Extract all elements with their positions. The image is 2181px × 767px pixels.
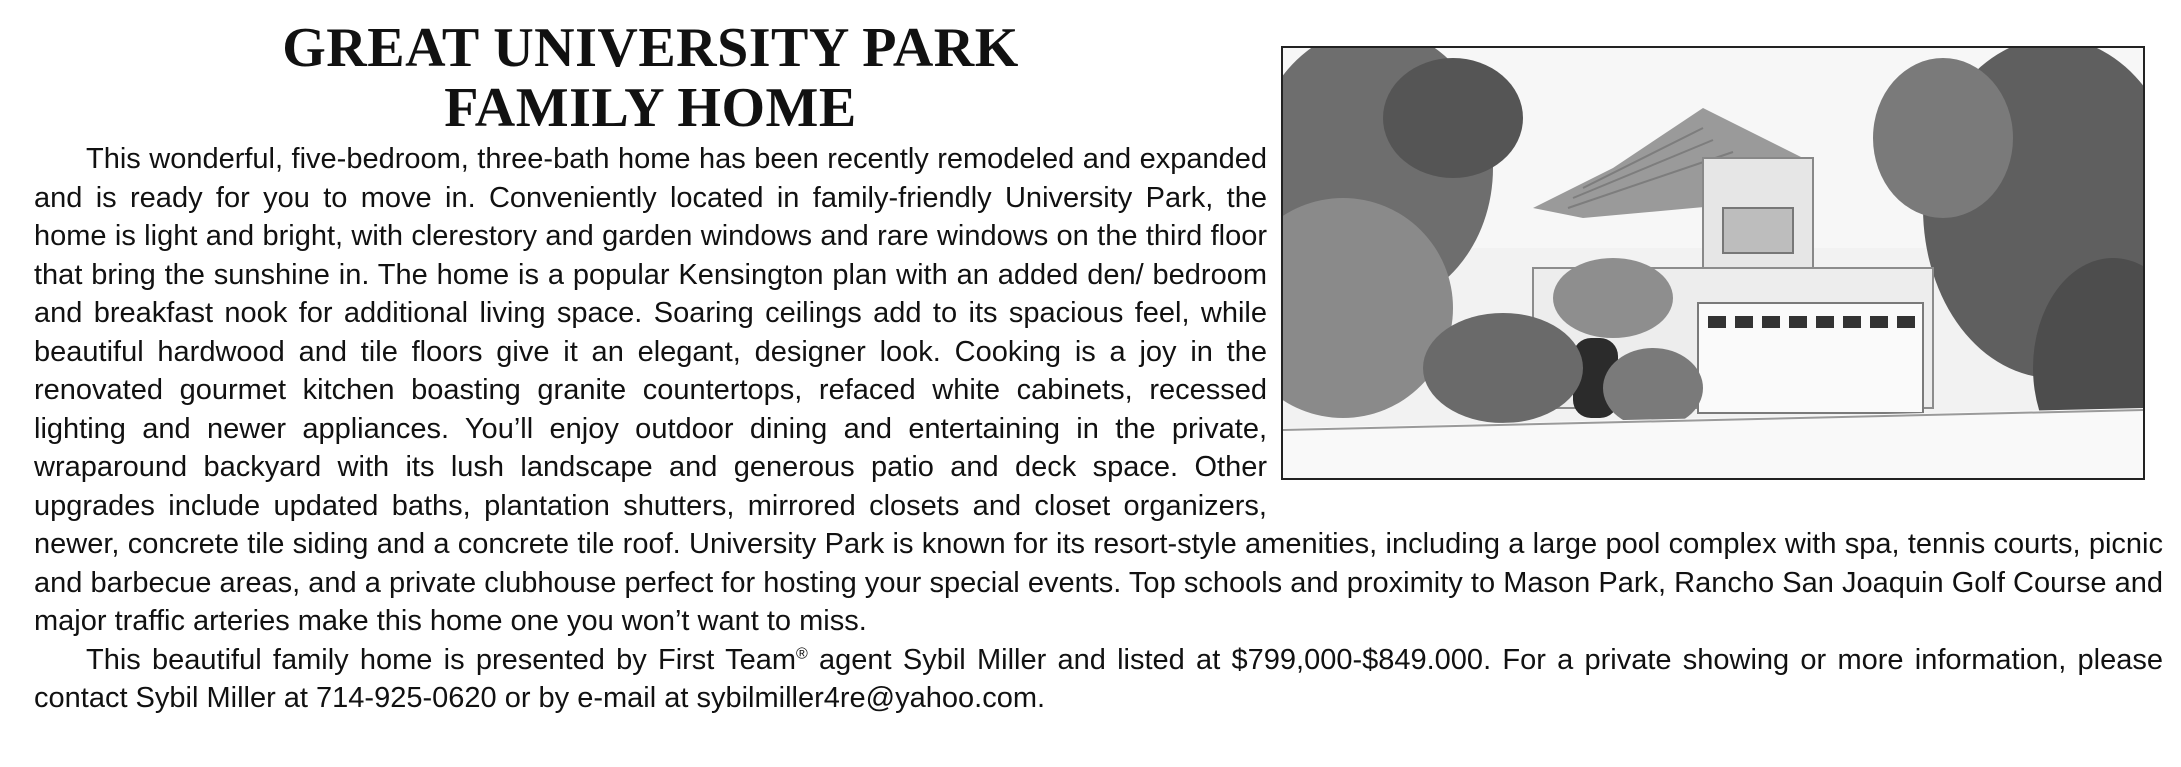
title-line-2: FAMILY HOME: [444, 77, 857, 139]
house-photo-illustration: [1283, 48, 2143, 478]
article-content: [0, 18, 2181, 718]
title-line-1: GREAT UNIVERSITY PARK: [282, 17, 1019, 79]
registered-mark: ®: [796, 644, 808, 662]
contact-text-before: This beautiful family home is presented by First Team: [86, 643, 796, 676]
house-photo: [1281, 46, 2145, 480]
paragraph-contact: [34, 641, 2163, 718]
paragraph-description: This wonderful, five-bedroom, three-bath home has been recently remodeled and expanded and is ready for you to move in. Conveniently located in family-friendly University Park, the home is light and bright, with clerestory and garden windows and rare windows on the third floor that bring the sunshine in. The home is a popular Kensington plan with an added den/ bedroom and breakfast nook for additional living space. Soaring ceilings add to its spacious feel, while beautiful hardwood and tile floors give it an elegant, designer look. Cooking is a joy in the renovated gourmet kitchen boasting granite countertops, refaced white cabinets, recessed lighting and newer appliances. You’ll enjoy outdoor dining and entertaining in the private, wraparound backyard with its lush landscape and generous patio and deck space. Other upgrades include updated baths, plantation shutters, mirrored closets and closet organizers, newer, concrete tile siding and a concrete tile roof. University Park is known for its resort-style amenities, including a large pool complex with spa, tennis courts, picnic and barbecue areas, and a private clubhouse perfect for hosting your special events. Top schools and proximity to Mason Park, Rancho San Joaquin Golf Course and major traffic arteries make this home one you won’t want to miss.: [34, 143, 2163, 637]
contact-text-after: agent Sybil Miller and listed at $799,000-$849.000. For a private showing or more information, please contact Sybil Miller at 714-925-0620 or by e-mail at sybilmiller4re@yahoo.com.: [34, 643, 2163, 714]
